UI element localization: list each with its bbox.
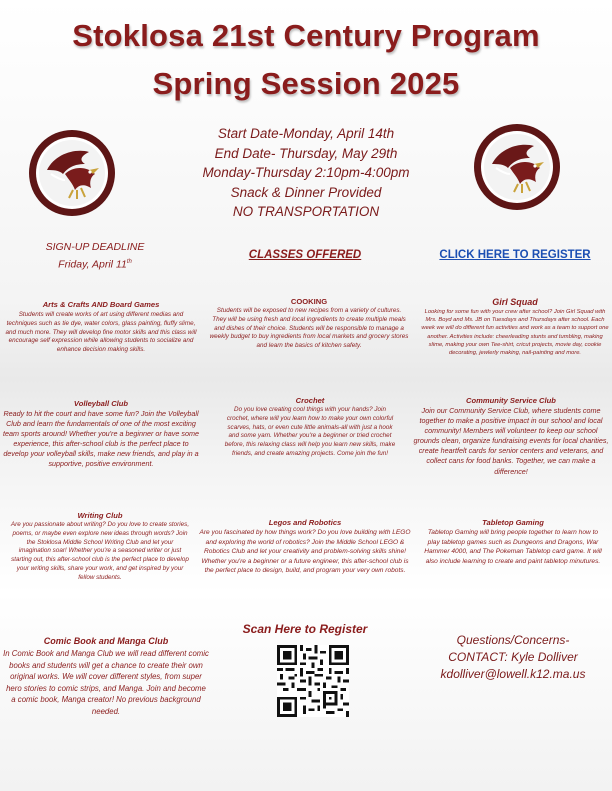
classes-offered-heading: CLASSES OFFERED bbox=[248, 249, 362, 261]
comic-manga-title: Comic Book and Manga Club bbox=[43, 636, 169, 646]
contact-email[interactable]: kdolliver@lowell.k12.ma.us bbox=[440, 667, 586, 681]
end-date: End Date- Thursday, May 29th bbox=[214, 145, 398, 161]
page-title-line2: Spring Session 2025 bbox=[152, 66, 460, 101]
community-service-section bbox=[413, 396, 609, 477]
community-service-title: Community Service Club bbox=[466, 396, 556, 405]
signup-date: Friday, April 11 bbox=[58, 258, 127, 271]
contact-line2: CONTACT: Kyle Dolliver bbox=[448, 650, 578, 664]
cooking-body: Students will be exposed to new recipes from a variety of cultures. They will be using fresh and local ingredients to create multiple meals and dishes of their choice. Students will be responsible to manage a weekly budget to buy ingredients from local markets and grocery stores and learn the basics of kitchen safety. bbox=[209, 307, 409, 350]
volleyball-body: Ready to hit the court and have some fun? Join the Volleyball Club and learn the fundamentals of one of the most exciting team sports around! Whether you're a beginner or have some experience, this after-school club is the perfect place to develop your volleyball skills, make new friends, and play in a supportive, positive environment. bbox=[3, 409, 199, 469]
hawk-logo-icon bbox=[29, 130, 115, 216]
cooking-title: COOKING bbox=[290, 297, 328, 306]
writing-club-body: Are you passionate about writing? Do you love to create stories, poems, or maybe even explore new ideas through words? Join the Stoklosa Middle School Writing Club and let your imagination soar! Whether you're a seasoned writer or just starting out, this after-school club is the perfect place to develop your writing skills, share your work, and get inspired by your fellow students. bbox=[10, 521, 190, 581]
register-link[interactable]: CLICK HERE TO REGISTER bbox=[439, 249, 591, 261]
comic-manga-section bbox=[3, 636, 209, 718]
volleyball-section bbox=[3, 399, 199, 470]
start-date: Start Date-Monday, April 14th bbox=[217, 126, 395, 141]
crochet-title: Crochet bbox=[295, 396, 325, 405]
tabletop-gaming-section bbox=[422, 518, 604, 566]
signup-date-sup: th bbox=[126, 259, 132, 265]
tabletop-gaming-body: Tabletop Gaming will bring people together to learn how to play tabletop games such as Dungeons and Dragons, War Hammer 4000, and The Pokeman Tabletop card game. It will also include learning to create and paint tabletop minutures. bbox=[424, 529, 602, 565]
legos-robotics-title: Legos and Robotics bbox=[268, 518, 342, 527]
legos-robotics-body: Are you fascinated by how things work? Do you love building with LEGO and exploring the world of robotics? Join the Middle School LEGO & Robotics Club and let your creativity and problem-solving skills shine! Whether you're a beginner or a future engineer, this after-school club is the perfect place to design, build, and program your very own robots. bbox=[199, 529, 411, 575]
schedule-hours: Monday-Thursday 2:10pm-4:00pm bbox=[202, 165, 410, 180]
writing-club-section bbox=[10, 511, 190, 583]
qr-code-icon[interactable] bbox=[277, 645, 349, 717]
girl-squad-title: Girl Squad bbox=[492, 297, 538, 307]
arts-crafts-body: Students will create works of art using different medias and techniques such as tie dye, water colors, glass painting, fluffy slime, and much more. They will develop fine motor skills and this class will encourage self expression while allowing students to socialize and enhance decision making skills. bbox=[5, 311, 197, 354]
legos-robotics-section bbox=[199, 518, 411, 576]
tabletop-gaming-title: Tabletop Gaming bbox=[482, 518, 544, 527]
arts-crafts-title: Arts & Crafts AND Board Games bbox=[42, 300, 160, 309]
cooking-section bbox=[209, 297, 409, 351]
comic-manga-body: In Comic Book and Manga Club we will read different comic books and students will get a chance to create their own original works. We will cover different styles, from super hero stories to comic strips, and Manga. Join and become a comic book, Manga creator! No previous background needed. bbox=[3, 649, 209, 716]
food-note: Snack & Dinner Provided bbox=[230, 184, 382, 200]
page-title-line1: Stoklosa 21st Century Program bbox=[72, 18, 540, 53]
session-info bbox=[150, 124, 462, 222]
signup-deadline bbox=[20, 240, 170, 273]
girl-squad-section bbox=[420, 297, 610, 357]
girl-squad-body: Looking for some fun with your crew after school? Join Girl Squad with Mrs. Boyd and Ms. JB on Tuesdays and Thursdays after school. Each week we will do different fun activities and work as a team to support one another. Activities include: cheerleading stunts and tumbling, making slime, making your own Tee-shirt, cricut projects, movie day, cookie decorating, jewlerly making, nail-painting and more. bbox=[421, 309, 609, 357]
arts-crafts-section bbox=[3, 300, 199, 355]
signup-label: SIGN-UP DEADLINE bbox=[45, 241, 145, 253]
scan-to-register-label: Scan Here to Register bbox=[242, 622, 368, 636]
transport-note: NO TRANSPORTATION bbox=[232, 204, 380, 219]
crochet-section bbox=[222, 396, 398, 459]
volleyball-title: Volleyball Club bbox=[73, 399, 129, 408]
crochet-body: Do you love creating cool things with your hands? Join crochet, where will you learn how to make your own colorful scarves, hats, or even cute little animals-all with just a hook and some yarn. Whether you're a beginner or tried crochet before, this relaxing class will help you learn new skills, make friends, and create amazing projects. Come join the fun! bbox=[224, 406, 396, 457]
contact-line1: Questions/Concerns- bbox=[456, 633, 570, 647]
hawk-logo-icon bbox=[474, 124, 560, 210]
contact-block bbox=[420, 632, 606, 683]
writing-club-title: Writing Club bbox=[77, 511, 123, 520]
community-service-body: Join our Community Service Club, where students come together to make a positive impact in our school and local community! Members will volunteer to keep our school grounds clean, organize fundraising events for local charities, create heartfelt cards for senior centers and veterans, and collect cans for food banks. Together, we can make a difference! bbox=[413, 406, 609, 476]
